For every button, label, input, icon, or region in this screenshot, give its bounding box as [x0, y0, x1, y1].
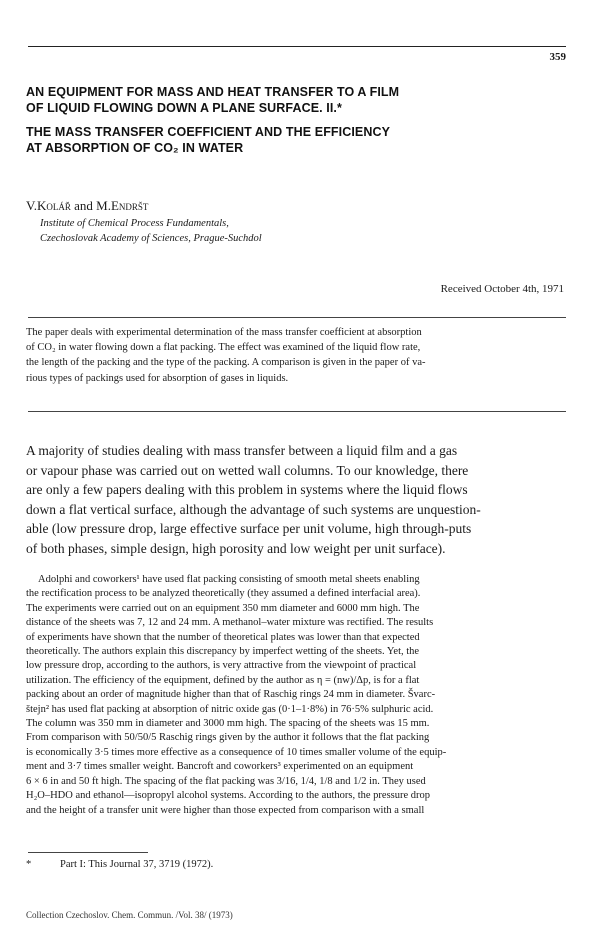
author-name: Endršt: [110, 198, 149, 213]
article-title: [26, 84, 566, 156]
affiliation: [40, 216, 262, 246]
body-paragraph: [26, 573, 570, 818]
journal-footer: Collection Czechoslov. Chem. Commun. /Vol. 38/ (1973): [26, 910, 233, 920]
affiliation-line: Institute of Chemical Process Fundamentals,: [40, 218, 229, 229]
body-line: 6 × 6 in and 50 ft high. The spacing of the flat packing was 3/16, 1/4, 1/8 and 1/2 in. They used: [26, 775, 426, 787]
title-line: OF LIQUID FLOWING DOWN A PLANE SURFACE. II.*: [26, 101, 342, 115]
abstract-rule-bottom: [28, 411, 566, 412]
body-line: and the height of a transfer unit were higher than those expected from comparison with a small: [26, 804, 425, 816]
body-line: low pressure drop, according to the authors, is very attractive from the viewpoint of practical: [26, 660, 417, 672]
body-line: theoretically. The authors explain this discrepancy by imperfect wetting of the sheets. Yet, the: [26, 646, 420, 658]
footnote-text: Part I: This Journal 37, 3719 (1972).: [60, 859, 214, 870]
body-line: From comparison with 50/50/5 Raschig rings given by the author it follows that the flat packing: [26, 732, 430, 744]
footnote-marker: *: [26, 859, 32, 870]
intro-line: of both phases, simple design, high porosity and low weight per unit surface).: [26, 540, 446, 556]
abstract: [26, 325, 566, 386]
title-line: THE MASS TRANSFER COEFFICIENT AND THE EFFICIENCY: [26, 125, 391, 139]
body-line: H₂O–HDO and ethanol—isopropyl alcohol systems. According to the authors, the pressure drop: [26, 790, 431, 802]
author-initial: V.: [26, 198, 37, 213]
body-line: distance of the sheets was 7, 12 and 24 mm. A methanol–water mixture was rectified. The results: [26, 617, 434, 629]
title-line: AN EQUIPMENT FOR MASS AND HEAT TRANSFER TO A FILM: [26, 85, 400, 99]
body-line: ment and 3·7 times smaller weight. Bancroft and coworkers³ experimented on an equipment: [26, 761, 414, 773]
footnote-rule: [28, 852, 148, 853]
authors: [26, 198, 148, 214]
intro-line: or vapour phase was carried out on wetted wall columns. To our knowledge, there: [26, 462, 469, 478]
received-date: Received October 4th, 1971: [440, 283, 564, 295]
body-line: the rectification process to be analyzed theoretically (they assumed a defined interfacial area).: [26, 588, 421, 600]
author-initial: M.: [96, 198, 111, 213]
body-line: of experiments have shown that the number of theoretical plates was lower than that expected: [26, 631, 420, 643]
body-line: The experiments were carried out on an equipment 350 mm diameter and 6000 mm high. The: [26, 602, 420, 614]
title-line: AT ABSORPTION OF CO₂ IN WATER: [26, 141, 244, 155]
intro-line: are only a few papers dealing with this problem in systems where the liquid flows: [26, 482, 468, 498]
intro-line: down a flat vertical surface, although the advantage of such systems are unquestion-: [26, 501, 481, 517]
abstract-line: The paper deals with experimental determination of the mass transfer coefficient at absorption: [26, 327, 422, 338]
body-line: štejn² has used flat packing at absorption of nitric oxide gas (0·1–1·8%) in 76·5% sulphuric acid.: [26, 703, 434, 715]
body-line: is economically 3·5 times more effective as a consequence of 10 times smaller volume of the equip-: [26, 746, 447, 758]
body-line: Adolphi and coworkers¹ have used flat packing consisting of smooth metal sheets enabling: [38, 574, 420, 585]
page-number: 359: [549, 51, 566, 63]
intro-paragraph: [26, 441, 570, 559]
author-conjunction: and: [70, 198, 97, 213]
abstract-line: of CO₂ in water flowing down a flat packing. The effect was examined of the liquid flow rate,: [26, 342, 421, 354]
title-spacer: [26, 116, 566, 124]
abstract-rule-top: [28, 317, 566, 318]
footnote: [26, 859, 213, 870]
header-rule: [28, 46, 566, 47]
abstract-line: the length of the packing and the type of the packing. A comparison is given in the paper of va-: [26, 357, 426, 369]
intro-line: A majority of studies dealing with mass transfer between a liquid film and a gas: [26, 443, 458, 458]
body-line: packing about an order of magnitude higher than that of Raschig rings 24 mm in diameter. Švarc-: [26, 689, 436, 701]
author-name: Kolář: [36, 198, 71, 213]
body-line: utilization. The efficiency of the equipment, defined by the author as η = (nw)/Δp, is for a flat: [26, 674, 420, 686]
affiliation-line: Czechoslovak Academy of Sciences, Prague-Suchdol: [40, 233, 262, 244]
abstract-line: rious types of packings used for absorption of gases in liquids.: [26, 372, 289, 384]
intro-line: able (low pressure drop, large effective surface per unit volume, high through-puts: [26, 521, 472, 537]
body-line: The column was 350 mm in diameter and 3000 mm high. The spacing of the sheets was 15 mm.: [26, 718, 430, 730]
